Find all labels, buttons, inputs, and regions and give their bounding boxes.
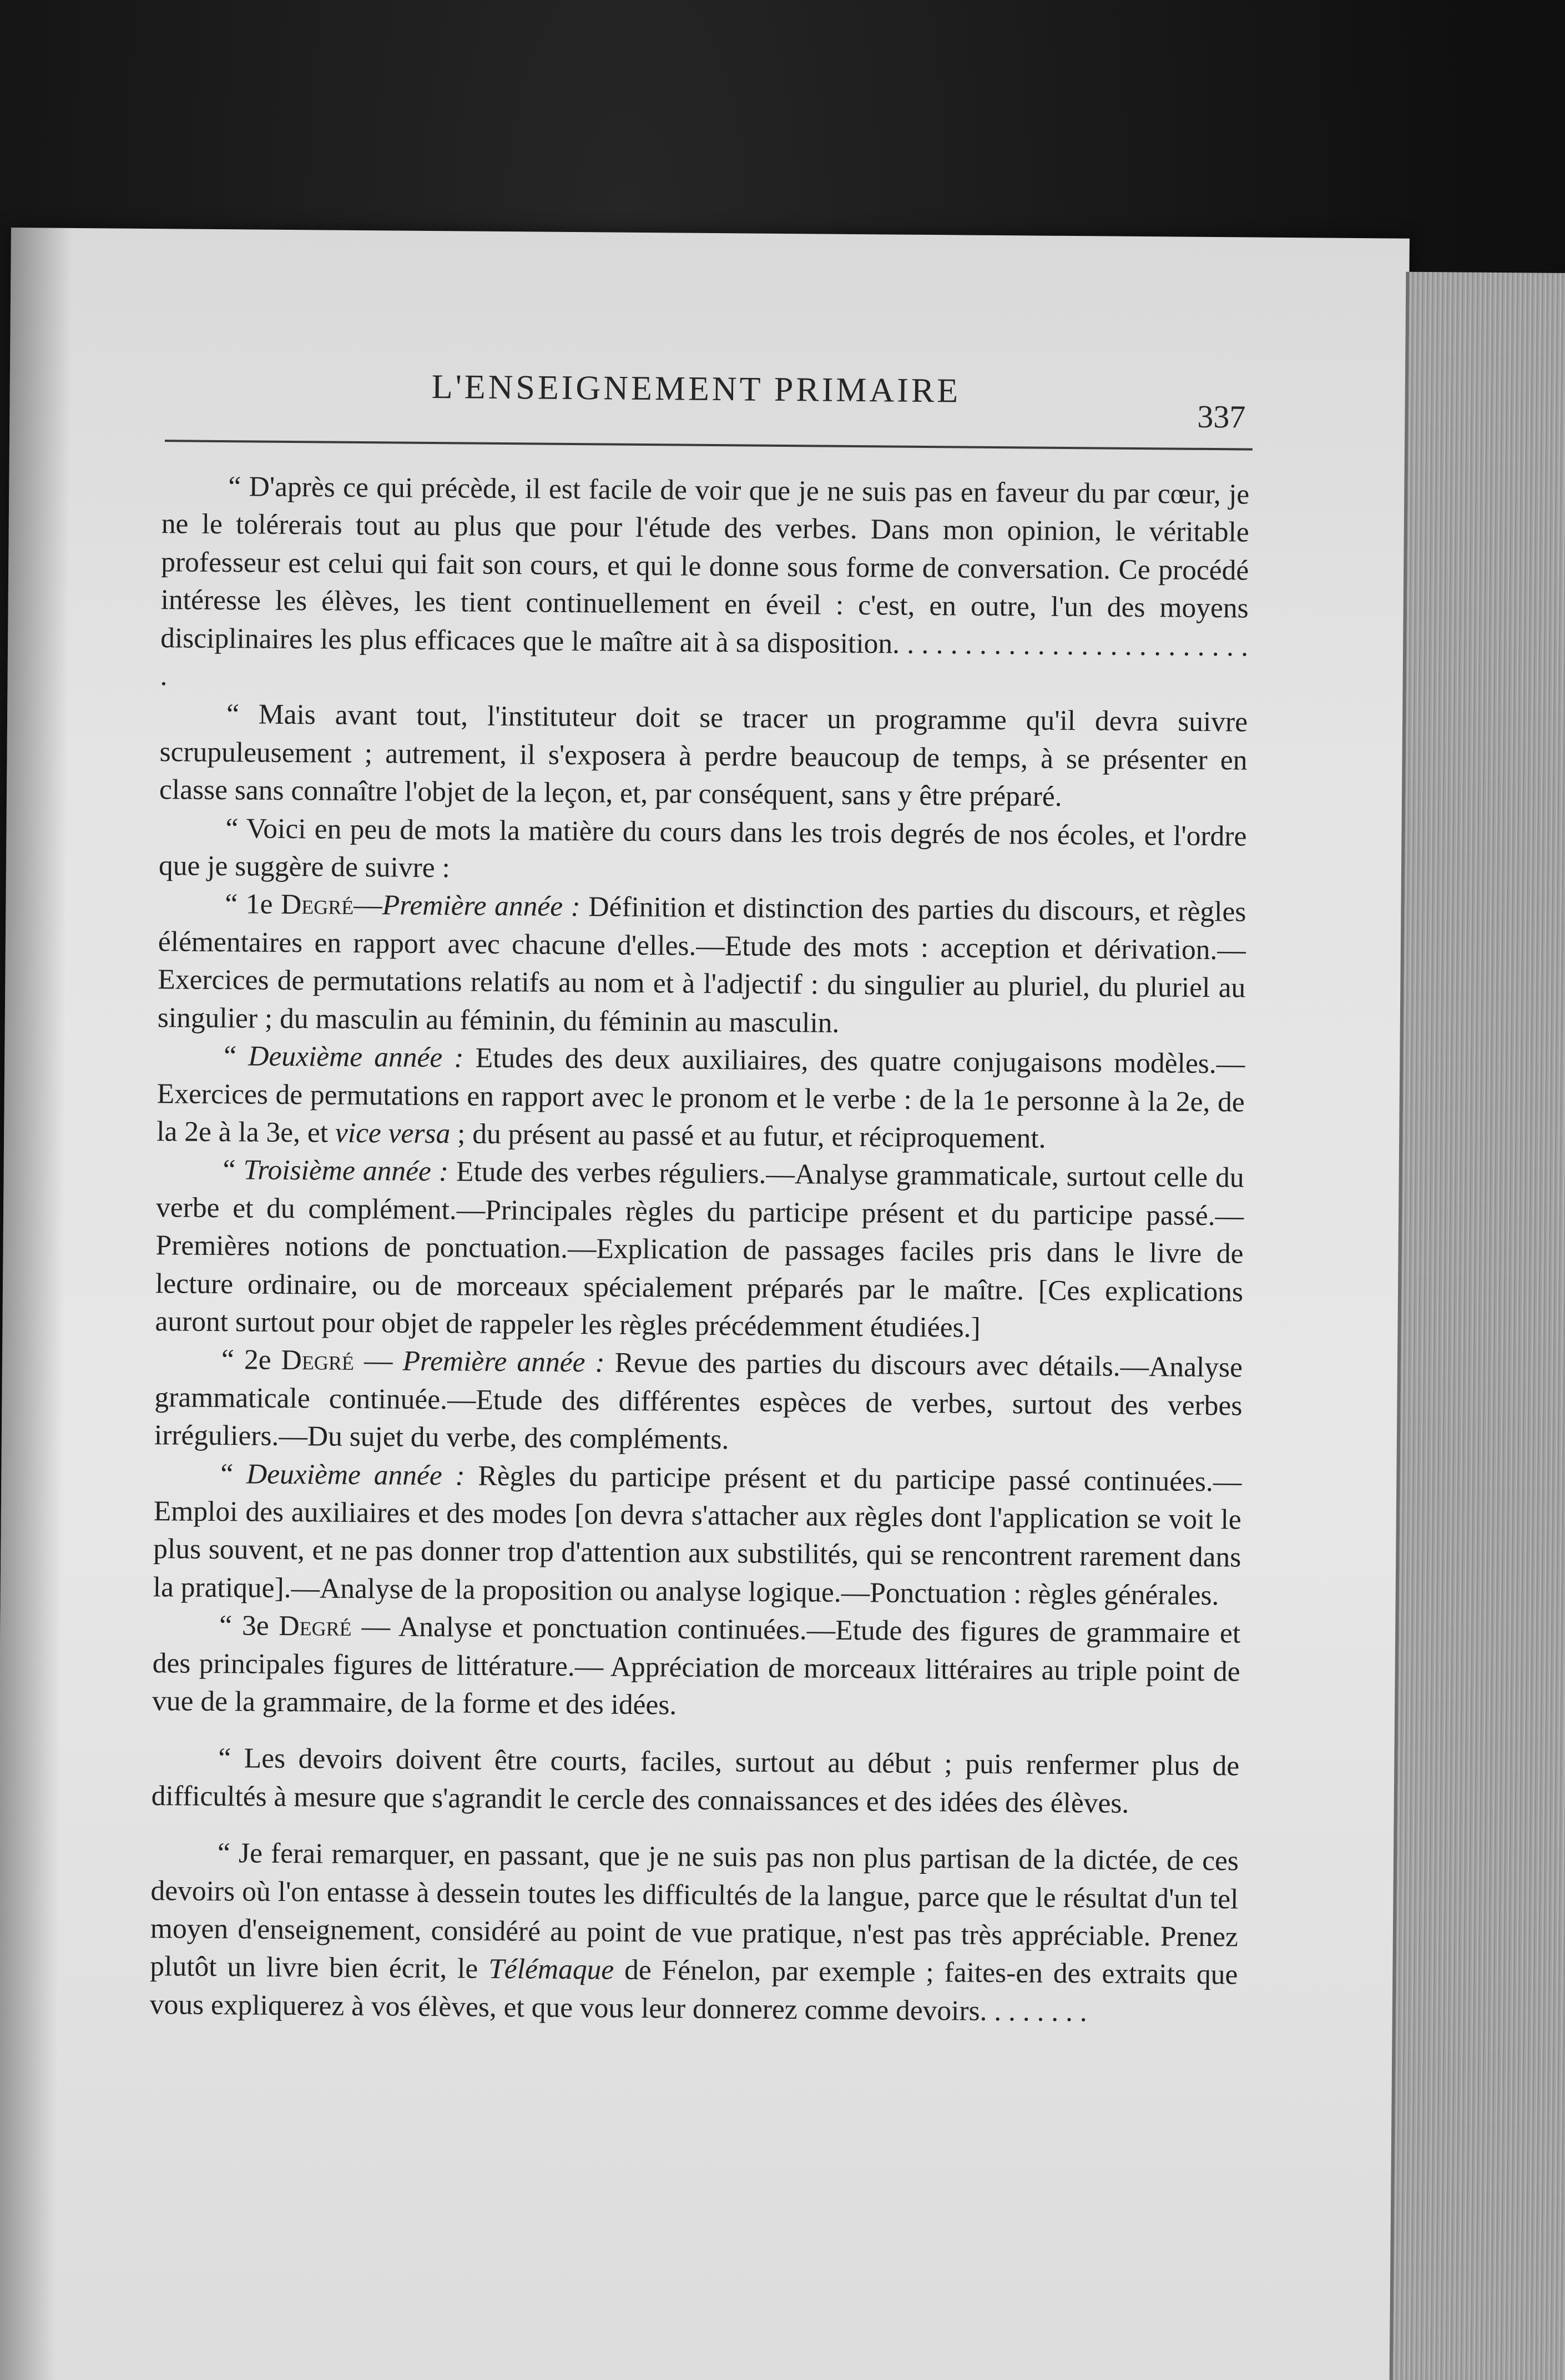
paragraph-text: Etudes des deux auxiliaires, des quatre conjugaisons modèles.—Exercices de permutations en rapport avec le pronom et le verbe : de la 1e personne à la 2e, de la 2e à la 3e, et — [156, 1042, 1245, 1149]
italic-phrase: Télémaque — [488, 1953, 614, 1986]
dash: — — [351, 1611, 399, 1643]
paragraph-lead: “ 2e — [221, 1344, 281, 1376]
paragraph-text: Etude des verbes réguliers.—Analyse grammaticale, surtout celle du verbe et du complément.—Principales règles du participe présent et du participe passé.—Premières notions de ponctuation.—Explication de passages faciles pris dans le livre de lecture ordinaire, ou de morceaux spécialement préparés par le maître. [Ces explications auront surtout pour objet de rappeler les règles précédemment étudiées.] — [155, 1156, 1244, 1344]
paragraph-text: “ Mais avant tout, l'instituteur doit se tracer un programme qu'il devra suivre scrupuleusement ; autrement, il s'exposera à perdre beaucoup de temps, à se présenter en classe sans connaître l'objet de la leçon, et, par conséquent, sans y être préparé. — [159, 698, 1248, 813]
dash: — — [354, 1345, 403, 1377]
paragraph-text: Analyse et ponctuation continuées.—Etude des figures de grammaire et des principales figures de littérature.— Appréciation de morceaux littéraires au triple point de vue de la grammaire, de la forme et des idées. — [152, 1611, 1241, 1721]
paragraph-lead: “ — [224, 1040, 249, 1072]
paragraph-text: “ Je ferai remarquer, en passant, que je ne suis pas non plus partisan de la dictée, de ces devoirs où l'on entasse à dessein toutes les difficultés de la langue, parce que le résultat d'un tel moyen d'enseignement, considéré au point de vue pratique, n'est pas très appréciable. Prenez plutôt un livre bien écrit, le — [150, 1837, 1239, 1985]
paragraph-lead: “ 1e — [225, 888, 281, 921]
italic-phrase: vice versa — [335, 1117, 451, 1150]
paragraph-text: Règles du participe présent et du participe passé continuées.—Emploi des auxiliaires et des modes [on devra s'attacher aux règles dont l'application se voit le plus souvent, et ne pas donner trop d'attention aux substilités, qui se rencontrent rarement dans la pratique].—Analyse de la proposition ou analyse logique.—Ponctuation : règles générales. — [153, 1460, 1242, 1611]
paragraph-intro — [160, 467, 1249, 704]
paragraph-lead: “ — [223, 1154, 244, 1186]
book-page — [0, 228, 1410, 2380]
paragraph-text: Définition et distinction des parties du discours, et règles élémentaires en rapport avec chacune d'elles.—Etude des mots : acception et dérivation.—Exercices de permutations relatifs au nom et à l'adjectif : du singulier au pluriel, du pluriel au singulier ; du masculin au féminin, du féminin au masculin. — [157, 891, 1246, 1039]
paragraph-text-after: ; du présent au passé et au futur, et réciproquement. — [450, 1118, 1046, 1154]
paragraph-text: “ Les devoirs doivent être courts, faciles, surtout au début ; puis renfermer plus de difficultés à mesure que s'agrandit le cercle des connaissances et des idées des élèves. — [151, 1742, 1240, 1819]
paragraph-degree-2-year-1 — [154, 1340, 1243, 1463]
page-block-edge — [1389, 272, 1565, 2380]
paragraph-text: Revue des parties du discours avec détails.—Analyse grammaticale continuée.—Etude des différentes espèces de verbes, surtout des verbes irréguliers.—Du sujet du verbe, des compléments. — [154, 1347, 1243, 1456]
degree-label: Degré — [279, 1610, 352, 1643]
header-rule — [165, 440, 1253, 450]
degree-label: Degré — [281, 1344, 355, 1377]
paragraph-degree-1-year-3 — [155, 1151, 1244, 1349]
paragraph-text: “ D'après ce qui précède, il est facile de voir que je ne suis pas en faveur du par cœur, je ne le tolérerais tout au plus que pour l'étude des verbes. Dans mon opinion, le véritable professeur est celui qui fait son cours, et qui le donne sous forme de conversation. Ce procédé intéresse les élèves, les tient continuellement en éveil : c'est, en outre, l'un des moyens disciplinaires les plus efficaces que le maître ait à sa disposition. . . . . . . . . . . . . . . . . . . . . . . . . . — [160, 471, 1250, 692]
degree-label: Degré — [280, 889, 354, 921]
paragraph-degree-1-year-2 — [156, 1037, 1245, 1159]
paragraph-text: “ Voici en peu de mots la matière du cours dans les trois degrés de nos écoles, et l'ordre que je suggère de suivre : — [158, 812, 1247, 884]
running-title: L'ENSEIGNEMENT PRIMAIRE — [431, 367, 961, 410]
spine-shadow — [0, 228, 72, 2380]
paragraph-lead: “ — [220, 1458, 247, 1490]
paragraph-lead: “ 3e — [219, 1610, 279, 1642]
paragraph-program — [159, 695, 1248, 818]
year-label: Troisième année : — [243, 1154, 449, 1188]
paragraph-devoirs — [152, 1739, 1240, 1823]
dash: — — [354, 889, 382, 921]
paragraph-degree-3 — [152, 1606, 1241, 1729]
paragraph-degree-1-year-1 — [158, 885, 1246, 1046]
year-label: Deuxième année : — [248, 1040, 464, 1074]
year-label: Deuxième année : — [246, 1458, 465, 1492]
paragraph-degree-2-year-2 — [153, 1455, 1241, 1615]
body-text — [150, 467, 1250, 2033]
paragraph-matiere — [159, 809, 1247, 894]
page-number: 337 — [1197, 398, 1246, 435]
year-label: Première année : — [382, 889, 581, 923]
paragraph-dictee — [150, 1834, 1239, 2032]
year-label: Première année : — [402, 1345, 605, 1379]
paragraph-text-after: de Fénelon, par exemple ; faites-en des extraits que vous expliquerez à vos élèves, et que vous leur donnerez comme devoirs. . . . . . . . — [149, 1954, 1238, 2028]
